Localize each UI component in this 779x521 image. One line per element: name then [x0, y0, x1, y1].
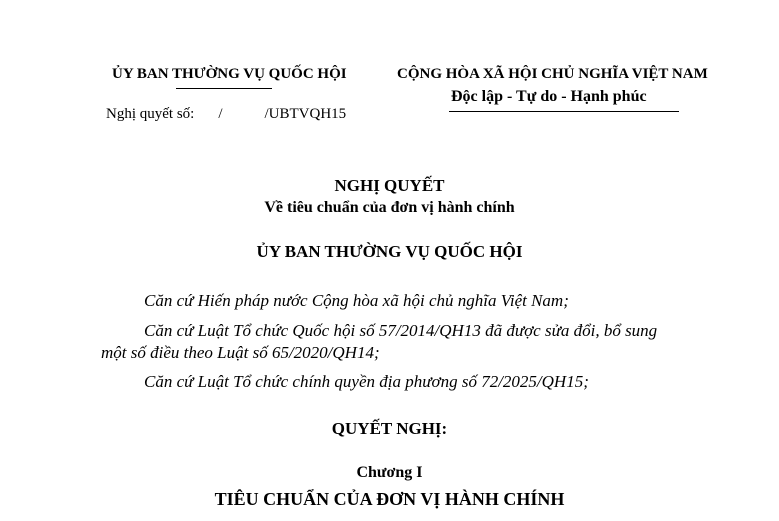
chapter-number: Chương I [356, 464, 423, 481]
document-number-suffix: /UBTVQH15 [264, 106, 347, 122]
nation-name: CỘNG HÒA XÃ HỘI CHỦ NGHĨA VIỆT NAM [397, 66, 708, 82]
document-number [106, 106, 346, 123]
document-subject: Về tiêu chuẩn của đơn vị hành chính [264, 199, 515, 216]
organization-underline [176, 88, 272, 89]
issuing-organization: ỦY BAN THƯỜNG VỤ QUỐC HỘI [112, 66, 347, 82]
national-motto: Độc lập - Tự do - Hạnh phúc [451, 88, 647, 105]
motto-underline [449, 111, 679, 112]
legal-basis-2-continued: một số điều theo Luật số 65/2020/QH14; [101, 343, 380, 362]
legal-basis-1: Căn cứ Hiến pháp nước Cộng hòa xã hội chủ nghĩa Việt Nam; [144, 291, 569, 310]
document-type-title: NGHỊ QUYẾT [334, 176, 445, 195]
legal-basis-3: Căn cứ Luật Tổ chức chính quyền địa phương số 72/2025/QH15; [144, 372, 589, 391]
chapter-title: TIÊU CHUẨN CỦA ĐƠN VỊ HÀNH CHÍNH [214, 489, 565, 509]
issuing-body-heading: ỦY BAN THƯỜNG VỤ QUỐC HỘI [256, 242, 523, 261]
resolves-heading: QUYẾT NGHỊ: [331, 419, 448, 438]
legal-basis-2: Căn cứ Luật Tổ chức Quốc hội số 57/2014/QH13 đã được sửa đổi, bổ sung [144, 321, 658, 340]
document-number-label: Nghị quyết số: [106, 106, 195, 122]
document-number-separator: / [218, 106, 223, 122]
